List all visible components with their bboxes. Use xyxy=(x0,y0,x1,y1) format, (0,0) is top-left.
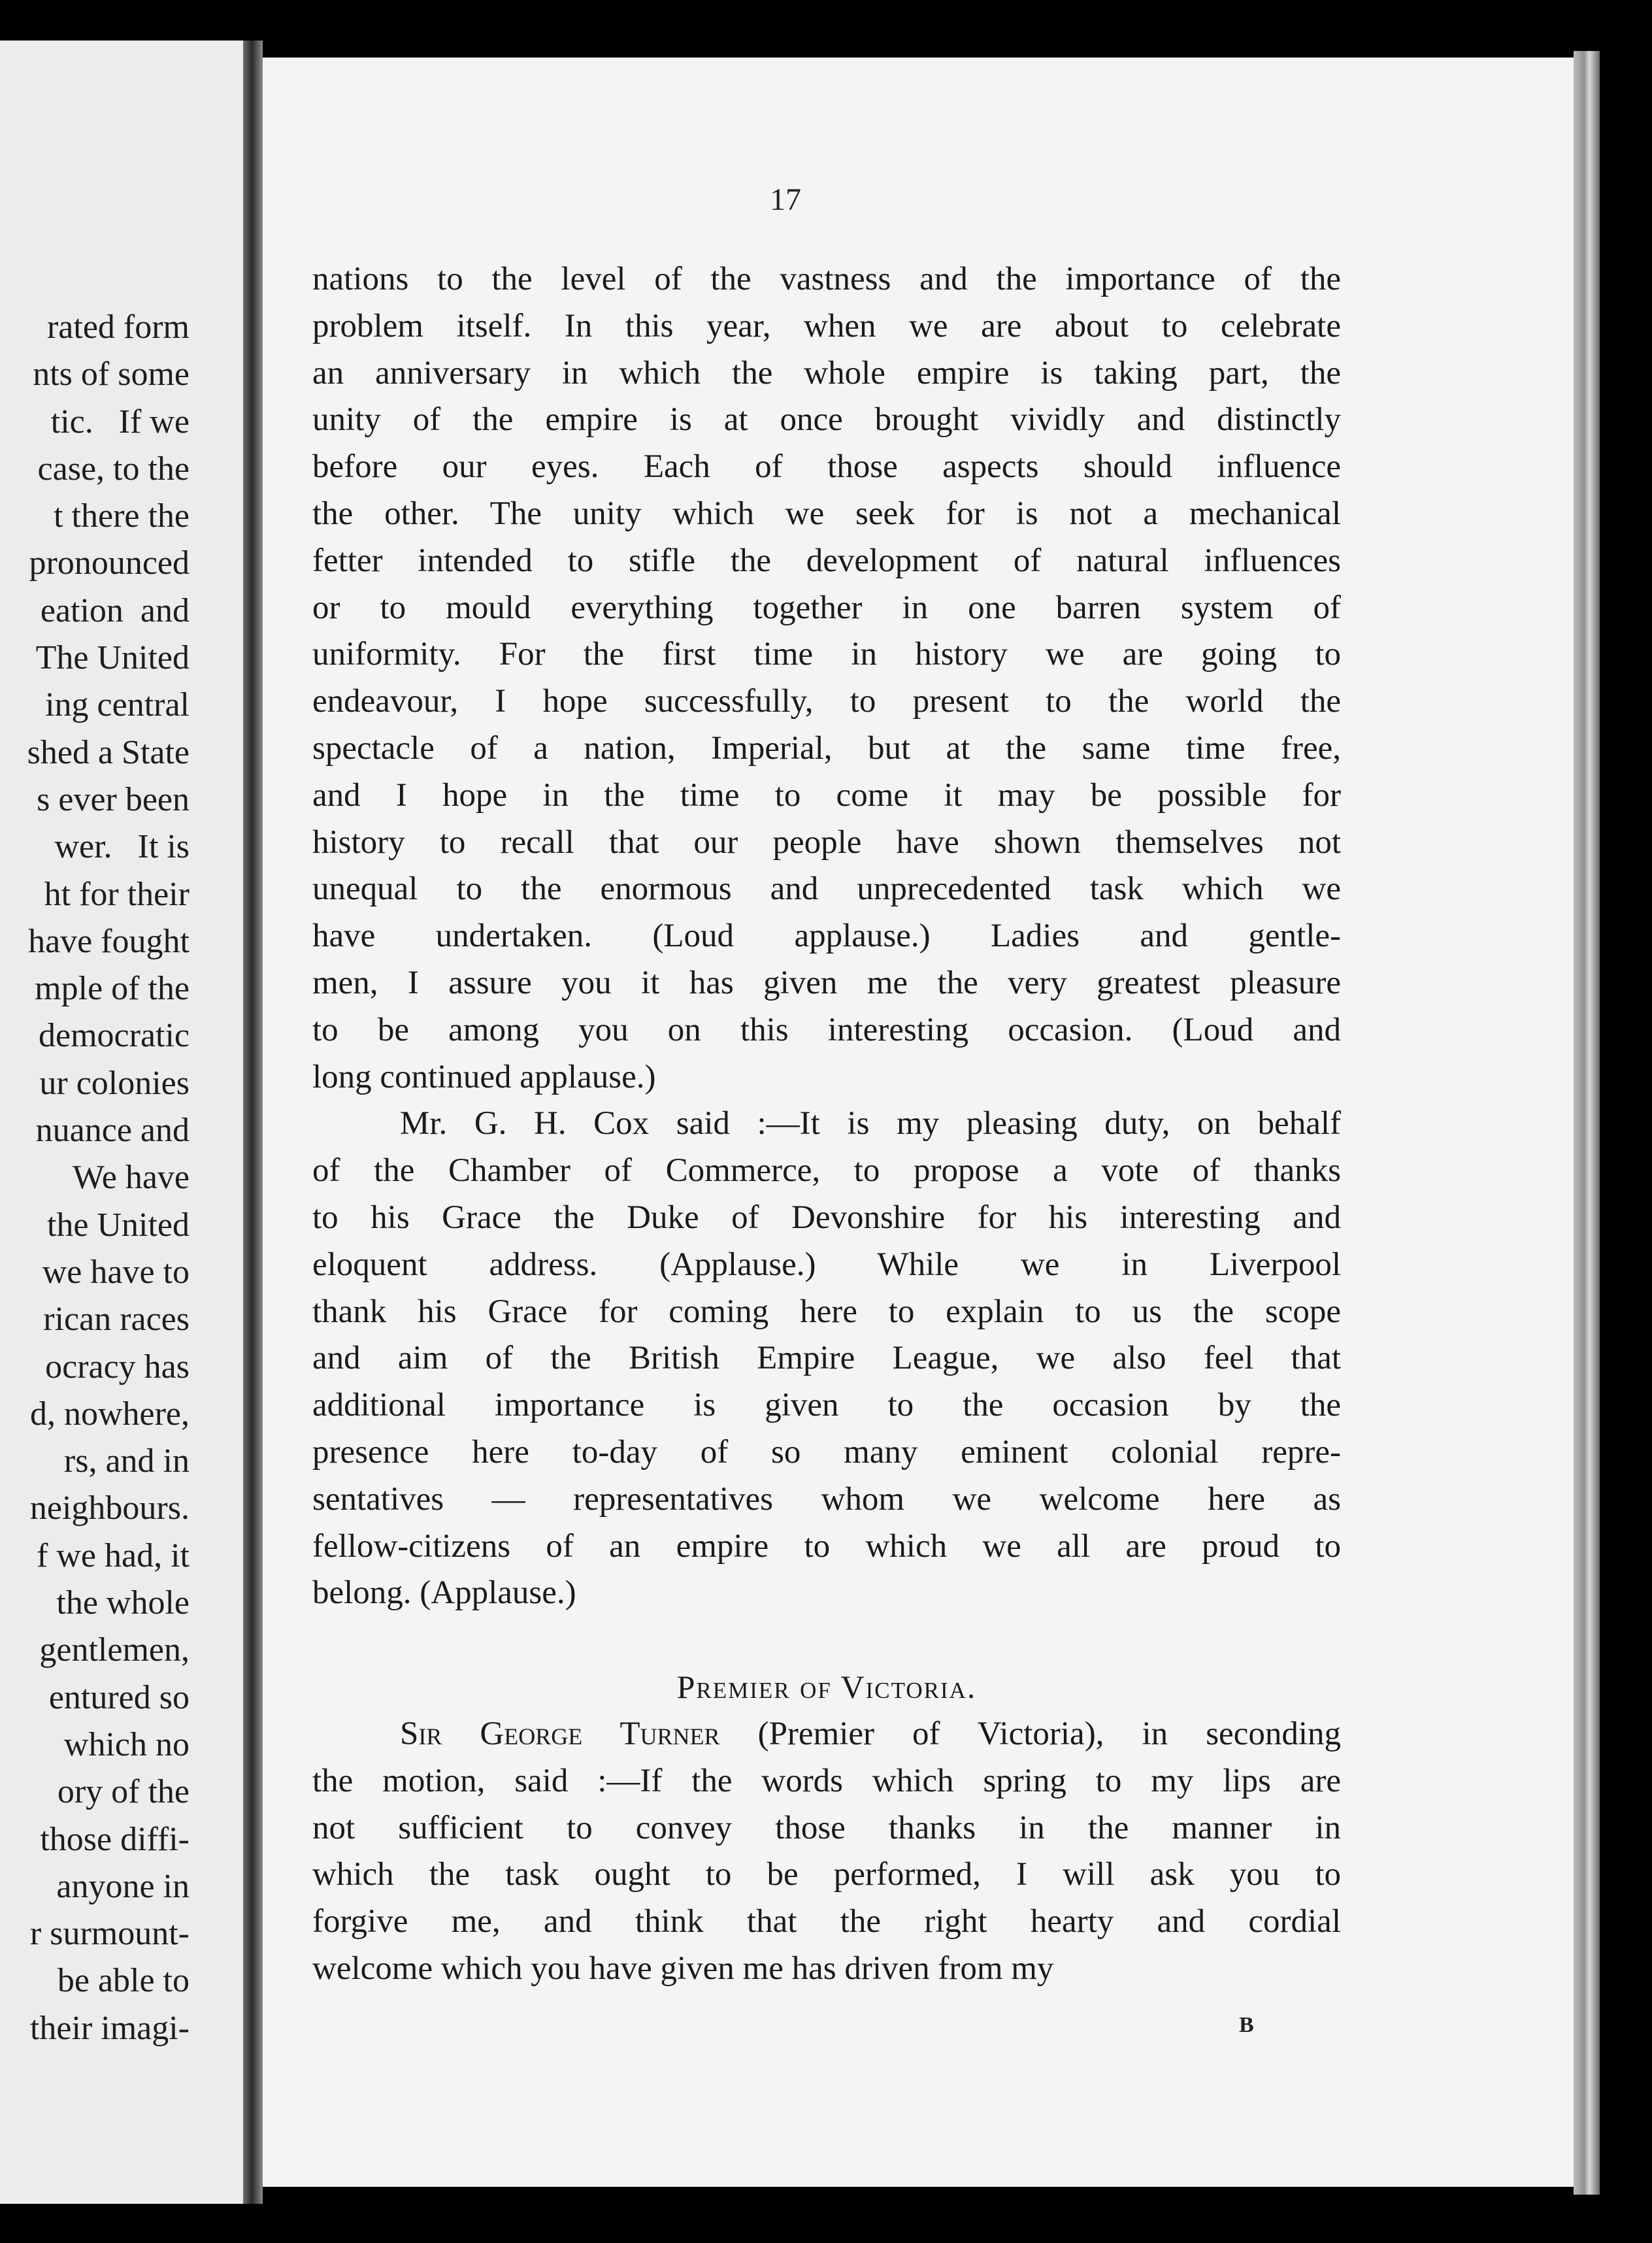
body-text xyxy=(312,256,1341,1993)
left-page-line: democratic xyxy=(39,1017,190,1055)
left-page-line: rs, and in xyxy=(63,1442,190,1480)
text-line: problem itself. In this year, when we are about to celebrate xyxy=(312,307,1341,344)
left-page-line: f we had, it xyxy=(37,1537,190,1574)
text-line: belong. (Applause.) xyxy=(312,1574,576,1612)
text-line: fetter intended to stifle the development of natural influences xyxy=(312,542,1341,579)
text-line: have undertaken. (Loud applause.) Ladies and gentle- xyxy=(312,918,1341,955)
section-heading: Premier of Victoria. xyxy=(676,1669,977,1706)
text-line: endeavour, I hope successfully, to present to the world the xyxy=(312,683,1341,720)
signature-mark: B xyxy=(1239,2013,1254,2037)
left-page-line: nts of some xyxy=(33,356,190,393)
paragraph-cox-vote-of-thanks xyxy=(312,1101,1341,1617)
left-page-line: ocracy has xyxy=(45,1348,190,1386)
left-page-line: ur colonies xyxy=(39,1064,190,1102)
text-line xyxy=(312,1711,1341,1758)
text-line: unequal to the enormous and unprecedented task which we xyxy=(312,871,1341,908)
text-line: the other. The unity which we seek for is not a mechanical xyxy=(312,495,1341,532)
text-line: eloquent address. (Applause.) While we in Liverpool xyxy=(312,1246,1341,1283)
text-line: thank his Grace for coming here to explain to us the scope xyxy=(312,1293,1341,1330)
text-line: long continued applause.) xyxy=(312,1058,656,1095)
left-page-line: we have to xyxy=(42,1253,190,1291)
left-page-line: entured so xyxy=(48,1678,190,1716)
text-line: and I hope in the time to come it may be possible for xyxy=(312,776,1341,814)
text-line: and aim of the British Empire League, we also feel that xyxy=(312,1340,1341,1377)
left-page-line: case, to the xyxy=(37,450,190,488)
left-page-line: have fought xyxy=(28,922,190,960)
left-page-line: the United xyxy=(46,1206,190,1244)
left-page-line: their imagi- xyxy=(29,2009,190,2047)
left-page-line: the whole xyxy=(56,1584,190,1622)
left-page-line: gentlemen, xyxy=(39,1631,190,1669)
left-page-line: shed a State xyxy=(27,733,190,771)
page-number: 17 xyxy=(770,182,801,217)
paragraph-turner-seconding xyxy=(312,1711,1341,1993)
left-page-line: which no xyxy=(63,1725,190,1763)
page-edge xyxy=(1574,51,1600,2195)
left-page-line: nuance and xyxy=(35,1112,190,1150)
text-line: sentatives — representatives whom we welcome here as xyxy=(312,1480,1341,1518)
text-line: spectacle of a nation, Imperial, but at the same time free, xyxy=(312,729,1341,767)
text-line: fellow-citizens of an empire to which we all are proud to xyxy=(312,1527,1341,1565)
left-page-text xyxy=(27,304,190,2052)
left-page-line: mple of the xyxy=(35,970,190,1008)
left-page-line: wer. It is xyxy=(54,828,190,866)
text-line: men, I assure you it has given me the very greatest pleasure xyxy=(312,964,1341,1001)
text-line: forgive me, and think that the right hearty and cordial xyxy=(312,1903,1341,1940)
left-page-line: s ever been xyxy=(37,780,190,818)
text-line: before our eyes. Each of those aspects should influence xyxy=(312,448,1341,486)
left-page xyxy=(0,41,247,2204)
left-page-line: neighbours. xyxy=(29,1489,190,1527)
text-line: of the Chamber of Commerce, to propose a vote of thanks xyxy=(312,1152,1341,1189)
left-page-line: rican races xyxy=(43,1301,190,1338)
speaker-name: Sir George Turner xyxy=(400,1715,720,1752)
text-line: Mr. G. H. Cox said :—It is my pleasing duty, on behalf xyxy=(400,1105,1341,1142)
left-page-line: ory of the xyxy=(57,1773,190,1811)
left-page-line: r surmount- xyxy=(29,1915,190,1953)
left-page-line: be able to xyxy=(57,1962,190,2000)
text-line: history to recall that our people have shown themselves not xyxy=(312,823,1341,861)
text-line: or to mould everything together in one barren system of xyxy=(312,589,1341,626)
book-gutter xyxy=(243,41,263,2204)
paragraph-closing-speech xyxy=(312,256,1341,1101)
left-page-line: pronounced xyxy=(29,544,190,582)
left-page-line: those diffi- xyxy=(40,1820,190,1858)
text-line: an anniversary in which the whole empire is taking part, the xyxy=(312,354,1341,391)
text-line: uniformity. For the first time in history we are going to xyxy=(312,636,1341,673)
text-line: nations to the level of the vastness and the importance of the xyxy=(312,261,1341,297)
text-line: not sufficient to convey those thanks in the manner in xyxy=(312,1809,1341,1846)
left-page-line: The United xyxy=(35,639,190,677)
text-line: presence here to-day of so many eminent colonial repre- xyxy=(312,1433,1341,1470)
left-page-line: t there the xyxy=(54,497,190,535)
left-page-line: anyone in xyxy=(56,1867,190,1905)
left-page-line: d, nowhere, xyxy=(29,1395,190,1433)
text-line: additional importance is given to the occasion by the xyxy=(312,1387,1341,1424)
speaker-line-rest: (Premier of Victoria), in seconding xyxy=(719,1715,1341,1752)
left-page-line: We have xyxy=(72,1159,190,1197)
text-line: unity of the empire is at once brought vividly and distinctly xyxy=(312,401,1341,439)
left-page-line: rated form xyxy=(46,308,190,346)
left-page-line: ht for their xyxy=(44,875,190,913)
left-page-line: eation and xyxy=(40,591,190,629)
left-page-line: ing central xyxy=(45,686,190,724)
text-line: the motion, said :—If the words which spring to my lips are xyxy=(312,1762,1341,1799)
text-line: which the task ought to be performed, I will ask you to xyxy=(312,1856,1341,1893)
text-line: to his Grace the Duke of Devonshire for his interesting and xyxy=(312,1199,1341,1236)
text-line: to be among you on this interesting occasion. (Loud and xyxy=(312,1011,1341,1048)
text-line: welcome which you have given me has driven from my xyxy=(312,1950,1054,1987)
left-page-line: tic. If we xyxy=(50,403,190,440)
